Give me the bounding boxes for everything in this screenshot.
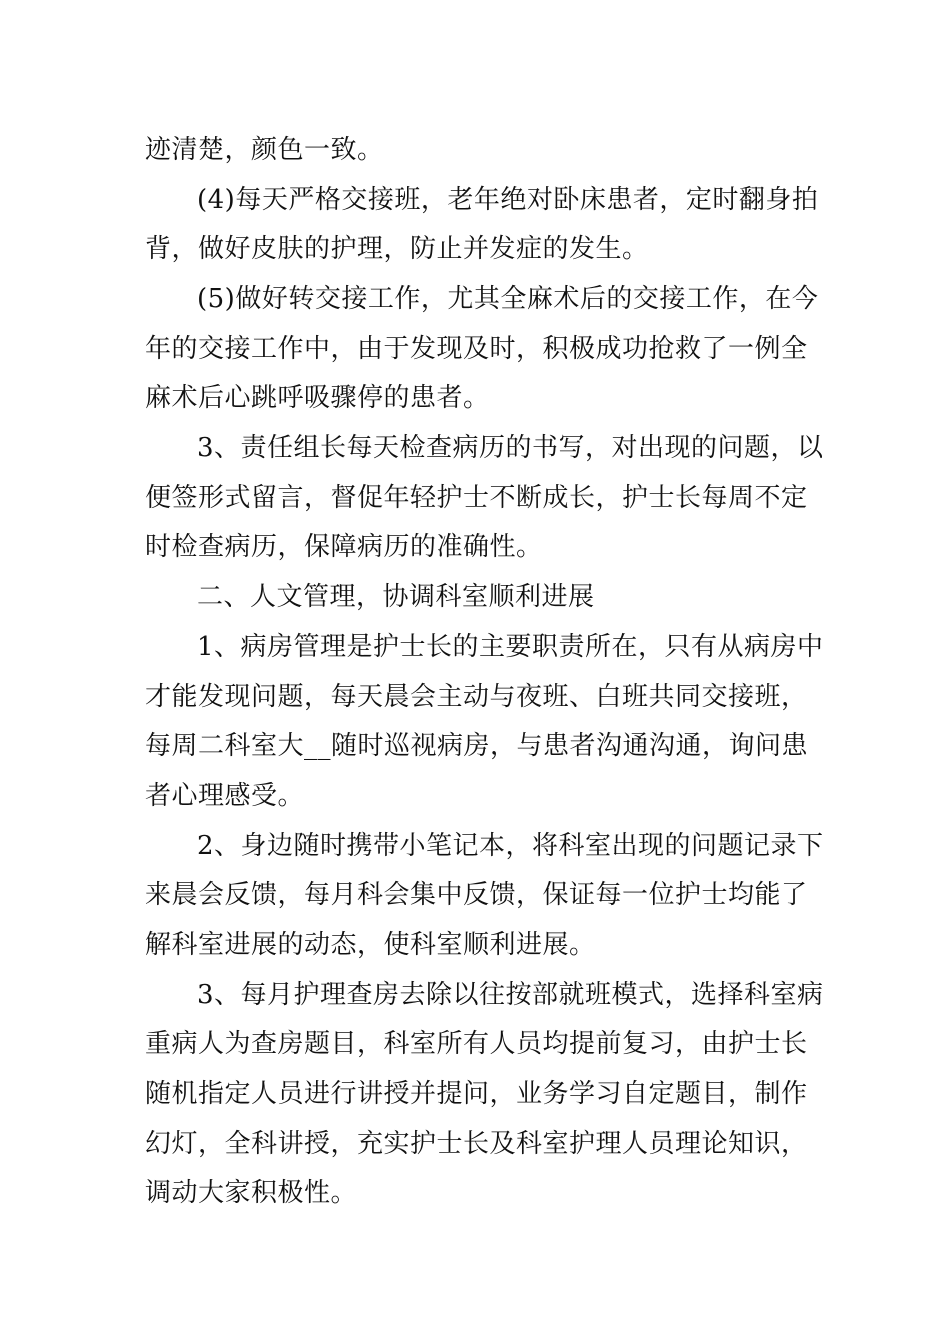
text-line: 解科室进展的动态，使科室顺利进展。 [145, 930, 596, 960]
text-line: 迹清楚，颜色一致。 [145, 135, 384, 165]
text-line: 时检查病历，保障病历的准确性。 [145, 532, 543, 562]
text-line: 来晨会反馈，每月科会集中反馈，保证每一位护士均能了 [145, 880, 808, 910]
text-line: 每周二科室大__随时巡视病房，与患者沟通沟通，询问患 [145, 731, 809, 761]
text-line: 才能发现问题，每天晨会主动与夜班、白班共同交接班， [145, 682, 808, 712]
text-line: 1、病房管理是护士长的主要职责所在，只有从病房中 [197, 632, 824, 662]
text-line: 背，做好皮肤的护理，防止并发症的发生。 [145, 234, 649, 264]
text-line: 3、责任组长每天检查病历的书写，对出现的问题，以 [197, 433, 824, 463]
text-line: 随机指定人员进行讲授并提问，业务学习自定题目，制作 [145, 1079, 808, 1109]
section-heading: 二、人文管理，协调科室顺利进展 [197, 582, 595, 612]
text-line: 者心理感受。 [145, 781, 305, 811]
text-line: 幻灯，全科讲授，充实护士长及科室护理人员理论知识， [145, 1129, 808, 1159]
text-line: (5)做好转交接工作，尤其全麻术后的交接工作，在今 [197, 284, 819, 314]
text-line: 3、每月护理查房去除以往按部就班模式，选择科室病 [197, 980, 824, 1010]
text-line: 麻术后心跳呼吸骤停的患者。 [145, 383, 490, 413]
text-line: 便签形式留言，督促年轻护士不断成长，护士长每周不定 [145, 483, 808, 513]
text-line: (4)每天严格交接班，老年绝对卧床患者，定时翻身拍 [197, 185, 819, 215]
text-line: 调动大家积极性。 [145, 1178, 358, 1208]
text-line: 年的交接工作中，由于发现及时，积极成功抢救了一例全 [145, 334, 808, 364]
text-line: 2、身边随时携带小笔记本，将科室出现的问题记录下 [197, 831, 824, 861]
text-line: 重病人为查房题目，科室所有人员均提前复习，由护士长 [145, 1029, 808, 1059]
